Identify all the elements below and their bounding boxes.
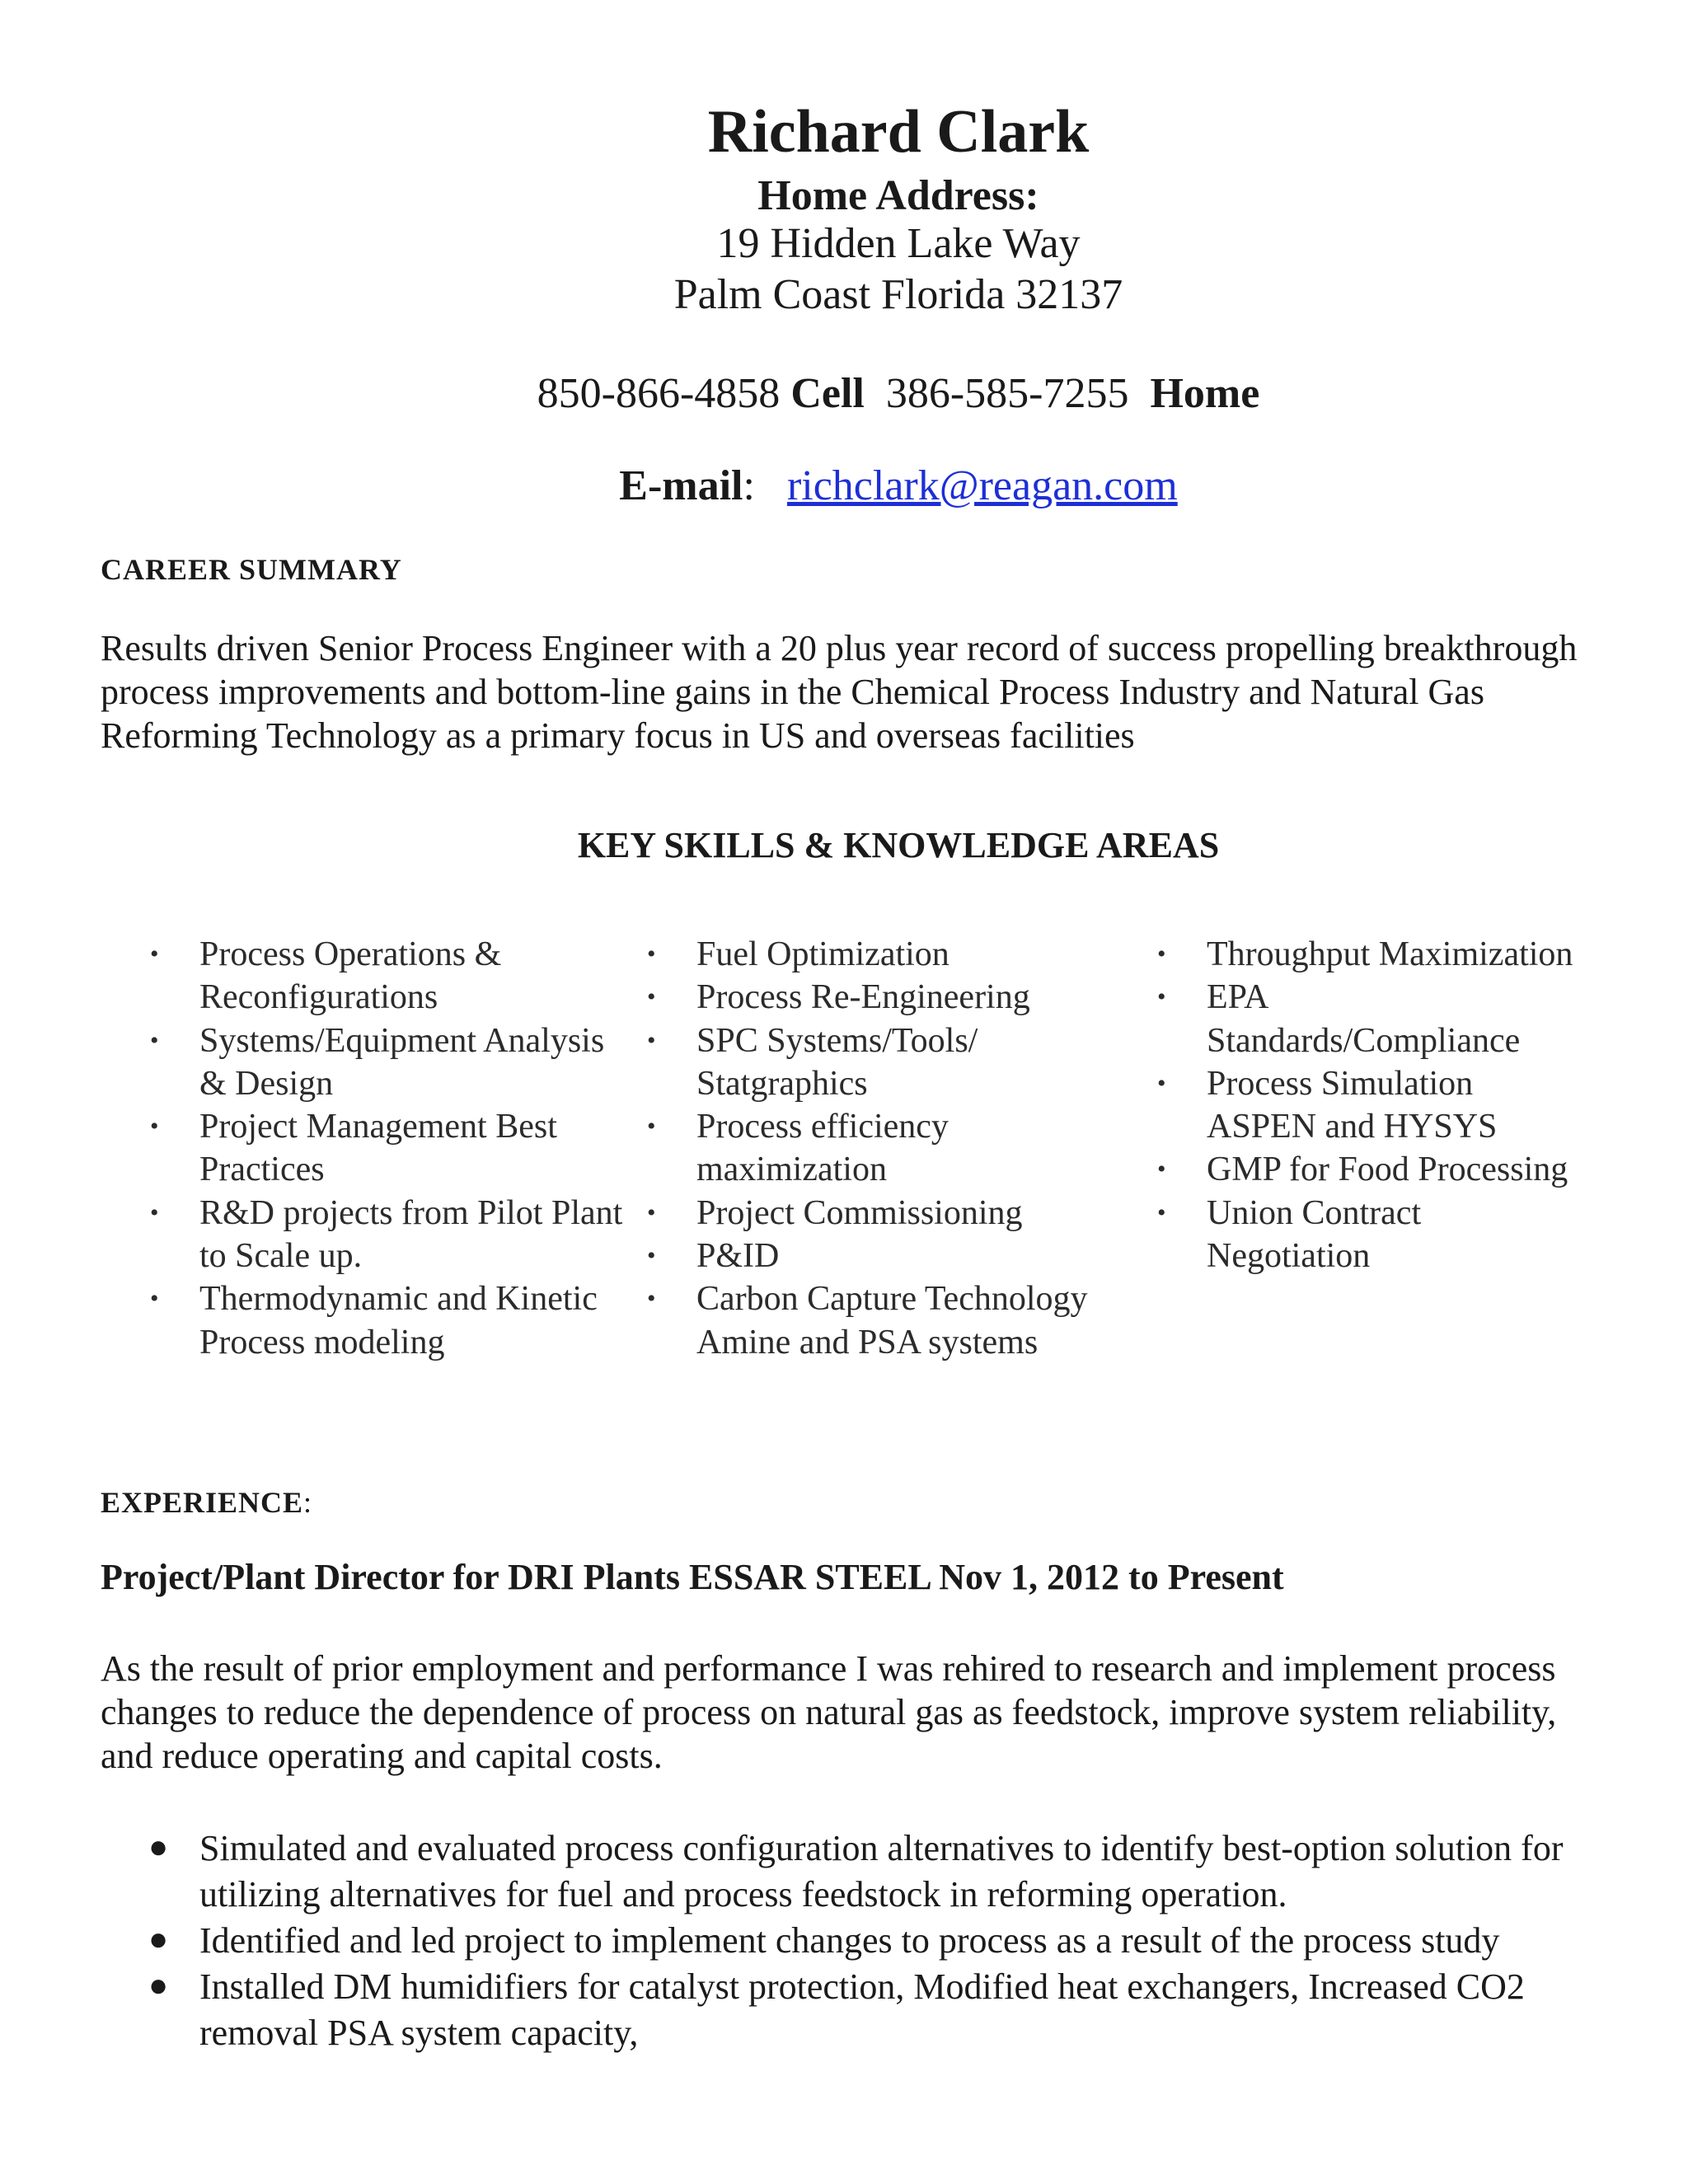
address-label: Home Address: bbox=[757, 172, 1039, 219]
bullet-icon: • bbox=[1157, 1155, 1166, 1183]
skill-item: • Fuel Optimization bbox=[696, 933, 1092, 976]
skill-item: • Project Commissioning bbox=[696, 1192, 1092, 1235]
skills-column-2 bbox=[647, 933, 1092, 1364]
bullet-icon: • bbox=[1157, 1069, 1166, 1097]
phone-line bbox=[0, 369, 1688, 418]
skill-item: • Systems/Equipment Analysis & Design bbox=[199, 1019, 628, 1106]
cell-phone-number: 850-866-4858 bbox=[537, 370, 781, 417]
job-bullet-item: ● Identified and led project to implement changes to process as a result of the process study bbox=[199, 1918, 1617, 1964]
job-bullets bbox=[148, 1825, 1617, 2056]
bullet-icon: • bbox=[647, 1198, 656, 1226]
home-phone-number: 386-585-7255 bbox=[885, 370, 1129, 417]
skill-item: • EPA Standards/Compliance bbox=[1207, 976, 1586, 1062]
skill-item: • R&D projects from Pilot Plant to Scale up. bbox=[199, 1192, 628, 1278]
skill-item: • Carbon Capture Technology Amine and PSA systems bbox=[696, 1277, 1092, 1364]
skill-item: • Process Simulation ASPEN and HYSYS bbox=[1207, 1062, 1586, 1149]
cell-phone-label: Cell bbox=[790, 370, 865, 417]
bullet-icon: • bbox=[1157, 1198, 1166, 1226]
bullet-icon: • bbox=[150, 1026, 159, 1054]
bullet-icon: • bbox=[647, 1285, 656, 1313]
experience-heading: EXPERIENCE: bbox=[101, 1486, 313, 1519]
bullet-icon: • bbox=[647, 1242, 656, 1270]
bullet-icon: ● bbox=[148, 1920, 169, 1957]
bullet-icon: • bbox=[150, 940, 159, 968]
bullet-icon: • bbox=[150, 1198, 159, 1226]
skill-item: • Thermodynamic and Kinetic Process modeling bbox=[199, 1277, 628, 1364]
skill-item: • GMP for Food Processing bbox=[1207, 1148, 1586, 1191]
bullet-icon: • bbox=[150, 1285, 159, 1313]
bullet-icon: • bbox=[647, 1026, 656, 1054]
bullet-icon: • bbox=[647, 940, 656, 968]
career-summary-text: Results driven Senior Process Engineer with a 20 plus year record of success propelling breakthrough process improvements and bottom-line gains in the Chemical Process Industry and Natural Gas Reforming Technology as a primary focus in US and overseas facilities bbox=[101, 628, 1578, 756]
address-line-1: 19 Hidden Lake Way bbox=[716, 220, 1081, 267]
skills-heading: KEY SKILLS & KNOWLEDGE AREAS bbox=[577, 825, 1220, 865]
skills-column-1 bbox=[150, 933, 628, 1364]
bullet-icon: ● bbox=[148, 1828, 169, 1865]
skill-item: • Union Contract Negotiation bbox=[1207, 1192, 1586, 1278]
job-bullet-item: ● Installed DM humidifiers for catalyst protection, Modified heat exchangers, Increased CO2 removal PSA system capacity, bbox=[199, 1964, 1617, 2056]
address-line-2: Palm Coast Florida 32137 bbox=[673, 271, 1123, 318]
bullet-icon: ● bbox=[148, 1966, 169, 2004]
bullet-icon: • bbox=[647, 1113, 656, 1141]
skill-item: • Process Re-Engineering bbox=[696, 976, 1092, 1019]
email-label: E-mail bbox=[619, 462, 743, 509]
home-phone-label: Home bbox=[1150, 370, 1260, 417]
skill-item: • Process efficiency maximization bbox=[696, 1105, 1092, 1192]
email-line: E-mail: richclark@reagan.com bbox=[619, 462, 1178, 509]
skill-item: • P&ID bbox=[696, 1235, 1092, 1277]
bullet-icon: • bbox=[647, 983, 656, 1011]
job-bullet-item: ● Simulated and evaluated process configuration alternatives to identify best-option solution for utilizing alternatives for fuel and process feedstock in reforming operation. bbox=[199, 1825, 1617, 1918]
skill-item: • Throughput Maximization bbox=[1207, 933, 1586, 976]
bullet-icon: • bbox=[150, 1113, 159, 1141]
job-intro-text: As the result of prior employment and performance I was rehired to research and implement process changes to reduce the dependence of process on natural gas as feedstock, improve system reliability, and reduce operating and capital costs. bbox=[101, 1648, 1557, 1776]
job-title: Project/Plant Director for DRI Plants ESSAR STEEL Nov 1, 2012 to Present bbox=[101, 1557, 1284, 1597]
bullet-icon: • bbox=[1157, 983, 1166, 1011]
candidate-name: Richard Clark bbox=[707, 98, 1090, 166]
career-summary-heading: CAREER SUMMARY bbox=[101, 553, 402, 586]
skill-item: • Process Operations & Reconfigurations bbox=[199, 933, 628, 1019]
skill-item: • Project Management Best Practices bbox=[199, 1105, 628, 1192]
email-link[interactable]: richclark@reagan.com bbox=[786, 462, 1178, 509]
skills-column-3 bbox=[1157, 933, 1586, 1277]
skill-item: • SPC Systems/Tools/ Statgraphics bbox=[696, 1019, 1092, 1106]
bullet-icon: • bbox=[1157, 940, 1166, 968]
